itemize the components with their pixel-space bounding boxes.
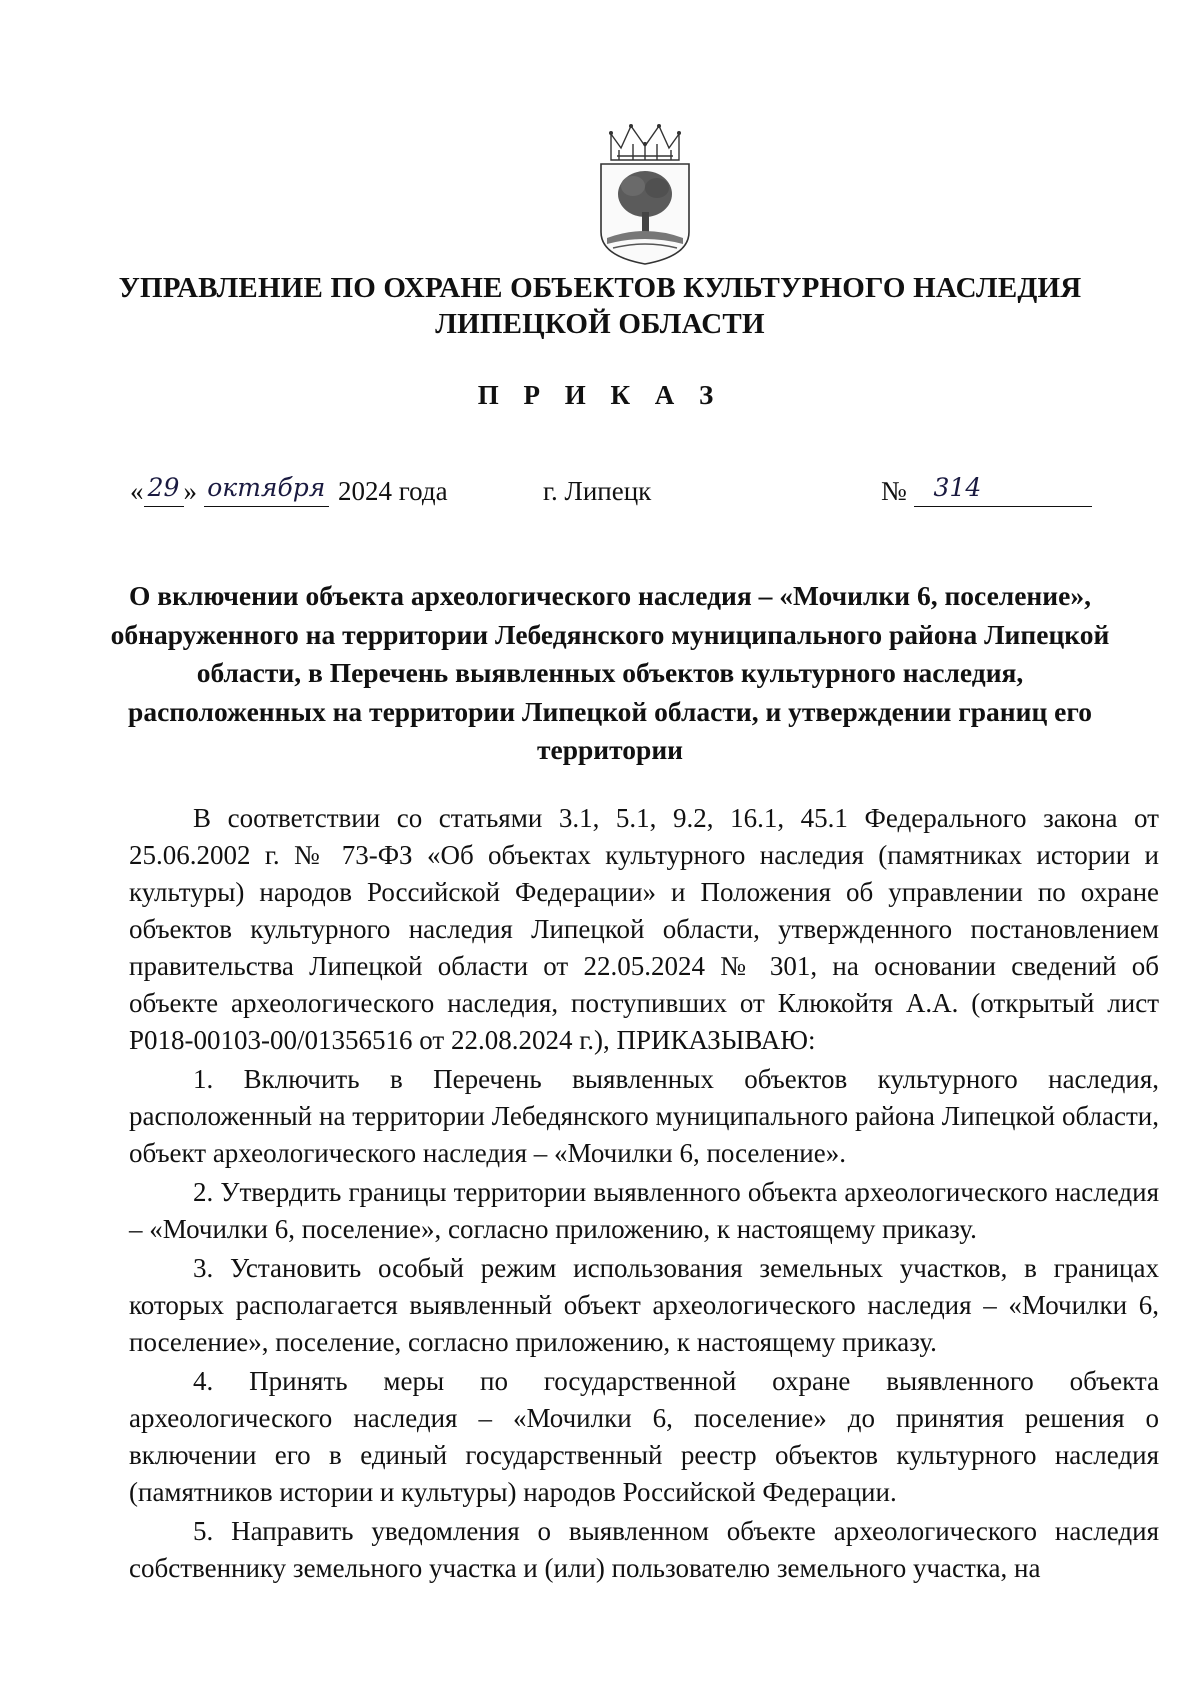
organization-name: УПРАВЛЕНИЕ ПО ОХРАНЕ ОБЪЕКТОВ КУЛЬТУРНОГО НАСЛЕДИЯ: [118, 272, 1082, 304]
preamble-paragraph: В соответствии со статьями 3.1, 5.1, 9.2, 16.1, 45.1 Федерального закона от 25.06.2002 г. № 73-ФЗ «Об объектах культурного наследия (памятниках истории и культуры) народов Российской Федерации» и Положения об управлении по охране объектов культурного наследия Липецкой области, утвержденного постановлением правительства Липецкой области от 22.05.2024 № 301, на основании сведений об объекте археологического наследия, поступивших от Клюкойтя А.А. (открытый лист Р018-00103-00/01356516 от 22.08.2024 г.), ПРИКАЗЫВАЮ:: [129, 803, 1159, 1055]
organization-region: ЛИПЕЦКОЙ ОБЛАСТИ: [435, 308, 765, 340]
date-close-quote: »: [183, 476, 197, 506]
dateline: [130, 473, 1200, 516]
number-label: №: [881, 476, 907, 506]
document-heading: О включении объекта археологического наследия – «Мочилки 6, поселение», обнаруженного на территории Лебедянского муниципального района Липецкой области, в Перечень выявленных объектов культурного наследия, расположенных на территории Липецкой области, и утверждении границ его территории: [110, 580, 1110, 765]
document-body: [129, 800, 1159, 1587]
lipetsk-coat-of-arms-icon: [597, 120, 693, 265]
city-name: г. Липецк: [543, 476, 652, 506]
date-day: 29: [147, 473, 180, 502]
order-item-4: 4. Принять меры по государственной охране выявленного объекта археологического наследия – «Мочилки 6, поселение» до принятия решения о включении его в единый государственный реестр объектов культурного наследия (памятников истории и культуры) народов Российской Федерации.: [129, 1366, 1159, 1507]
date-open-quote: «: [130, 476, 144, 506]
document-number: 314: [933, 473, 982, 502]
order-item-1: 1. Включить в Перечень выявленных объектов культурного наследия, расположенный на территории Лебедянского муниципального района Липецкой области, объект археологического наследия – «Мочилки 6, поселение».: [129, 1064, 1159, 1168]
date-year: 2024 года: [338, 476, 448, 506]
order-item-5: 5. Направить уведомления о выявленном объекте археологического наследия собственнику земельного участка и (или) пользователю земельного участка, на: [129, 1516, 1159, 1583]
document-type-title: П Р И К А З: [477, 380, 723, 410]
order-item-3: 3. Установить особый режим использования земельных участков, в границах которых располагается выявленный объект археологического наследия – «Мочилки 6, поселение», поселение, согласно приложению, к настоящему приказу.: [129, 1253, 1159, 1357]
order-item-2: 2. Утвердить границы территории выявленного объекта археологического наследия – «Мочилки 6, поселение», согласно приложению, к настоящему приказу.: [129, 1177, 1159, 1244]
date-month: октября: [207, 473, 326, 502]
